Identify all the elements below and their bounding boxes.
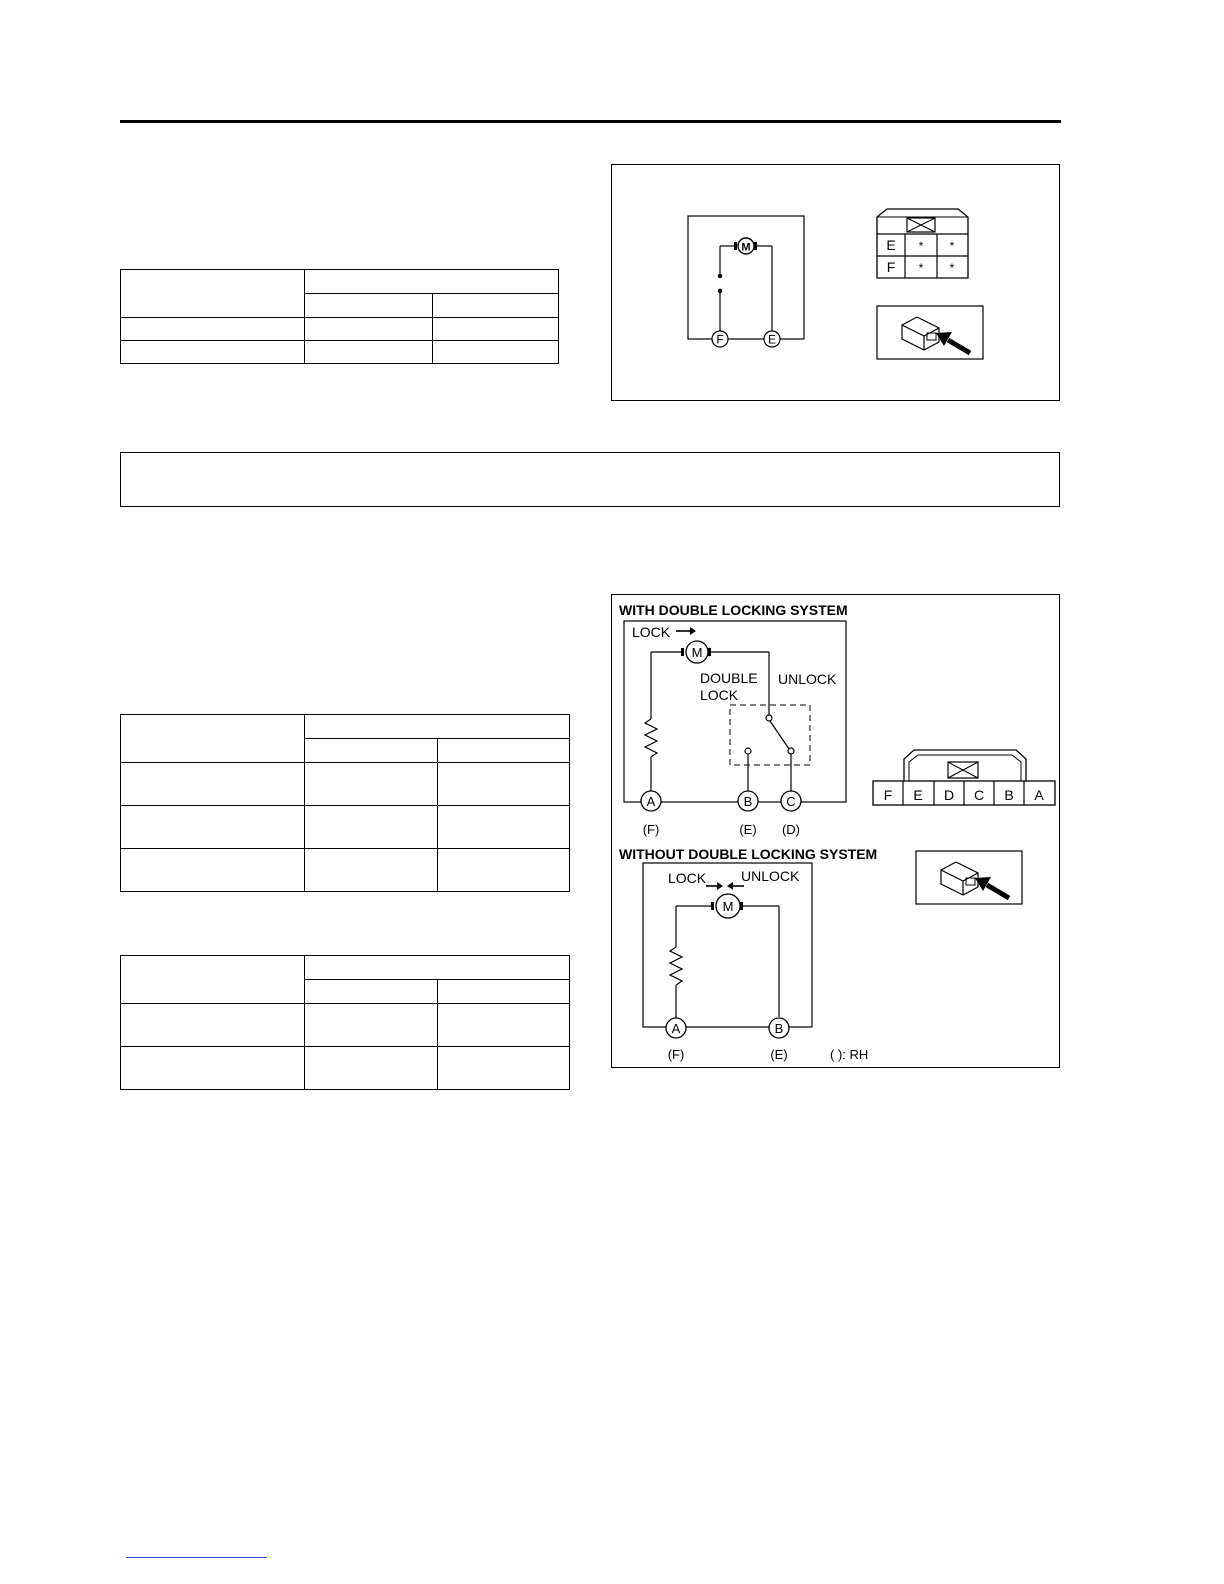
without-lock-label: LOCK	[668, 870, 707, 886]
table-cell	[438, 849, 570, 892]
table-cell	[305, 1047, 438, 1090]
pin-b: B	[1004, 787, 1014, 803]
table-cell	[305, 739, 438, 763]
resistor-symbol	[645, 719, 657, 757]
connector-view-icon	[877, 306, 983, 359]
table-cell	[433, 341, 559, 364]
table-cell	[121, 763, 305, 806]
table-cell	[121, 1004, 305, 1047]
table-cell	[438, 806, 570, 849]
terminal-b: B	[743, 794, 753, 809]
table-cell	[305, 318, 433, 341]
pin-label-e: E	[886, 237, 896, 253]
terminal-e: E	[767, 332, 777, 347]
footer-link-rule	[126, 1557, 267, 1558]
switch-enclosure	[730, 705, 810, 765]
pin-marker: *	[918, 261, 924, 275]
spec-table-3	[120, 955, 570, 1090]
table-cell	[438, 739, 570, 763]
table-cell	[121, 1047, 305, 1090]
rh-terminal-e: (E)	[739, 822, 757, 837]
figure-1-diagram	[612, 165, 1059, 400]
without-unlock-label: UNLOCK	[741, 868, 800, 884]
table-cell	[305, 270, 559, 294]
note-box	[120, 452, 1060, 507]
table-cell	[305, 341, 433, 364]
table-cell	[121, 849, 305, 892]
rh-note: ( ): RH	[830, 1047, 869, 1062]
table-cell	[305, 806, 438, 849]
pin-c: C	[973, 787, 985, 803]
table-cell	[438, 1047, 570, 1090]
lock-label: LOCK	[632, 624, 671, 640]
pin-marker: *	[949, 261, 955, 275]
table-cell	[438, 980, 570, 1004]
without-double-lock-title: WITHOUT DOUBLE LOCKING SYSTEM	[619, 846, 878, 862]
pin-label-f: F	[886, 259, 896, 275]
table-cell	[305, 294, 433, 318]
table-cell	[121, 341, 305, 364]
table-cell	[305, 956, 570, 980]
connector-face	[877, 209, 968, 278]
switch-blade	[770, 721, 789, 749]
rh-terminal-d: (D)	[781, 822, 801, 837]
terminal-b: B	[774, 1021, 784, 1036]
motor-label: M	[691, 645, 703, 660]
rh-terminal-e: (E)	[770, 1047, 788, 1062]
terminal-c: C	[786, 794, 796, 809]
header-rule	[120, 120, 1061, 123]
table-cell	[121, 318, 305, 341]
table-cell	[121, 956, 305, 1004]
connector-view-icon	[916, 851, 1022, 904]
rh-terminal-f: (F)	[642, 822, 660, 837]
motor-label: M	[722, 899, 734, 914]
table-cell	[305, 763, 438, 806]
spec-table-1	[120, 269, 559, 364]
table-cell	[305, 1004, 438, 1047]
unlock-label: UNLOCK	[778, 671, 837, 687]
table-cell	[121, 715, 305, 763]
pin-marker: *	[918, 239, 924, 253]
table-cell	[438, 1004, 570, 1047]
terminal-f: F	[716, 332, 724, 347]
table-cell	[121, 270, 305, 318]
double-lock-label-2: LOCK	[700, 687, 739, 703]
table-cell	[433, 294, 559, 318]
terminal-a: A	[646, 794, 656, 809]
rh-terminal-f: (F)	[667, 1047, 685, 1062]
pin-e: E	[913, 787, 923, 803]
table-cell	[305, 849, 438, 892]
spec-table-2	[120, 714, 570, 892]
table-cell	[438, 763, 570, 806]
table-cell	[305, 980, 438, 1004]
figure-2-diagram	[612, 595, 1059, 1067]
with-double-lock-title: WITH DOUBLE LOCKING SYSTEM	[619, 602, 848, 618]
table-cell	[433, 318, 559, 341]
table-cell	[121, 806, 305, 849]
terminal-a: A	[671, 1021, 681, 1036]
motor-label: M	[741, 241, 751, 254]
table-cell	[305, 715, 570, 739]
resistor-symbol	[670, 947, 682, 985]
pin-a: A	[1034, 787, 1044, 803]
figure-door-lock-circuit	[611, 594, 1060, 1068]
connector-face	[873, 750, 1055, 805]
figure-door-lock-actuator	[611, 164, 1060, 401]
pin-marker: *	[949, 239, 955, 253]
pin-d: D	[943, 787, 955, 803]
pin-f: F	[883, 787, 893, 803]
double-lock-label-1: DOUBLE	[700, 670, 758, 686]
